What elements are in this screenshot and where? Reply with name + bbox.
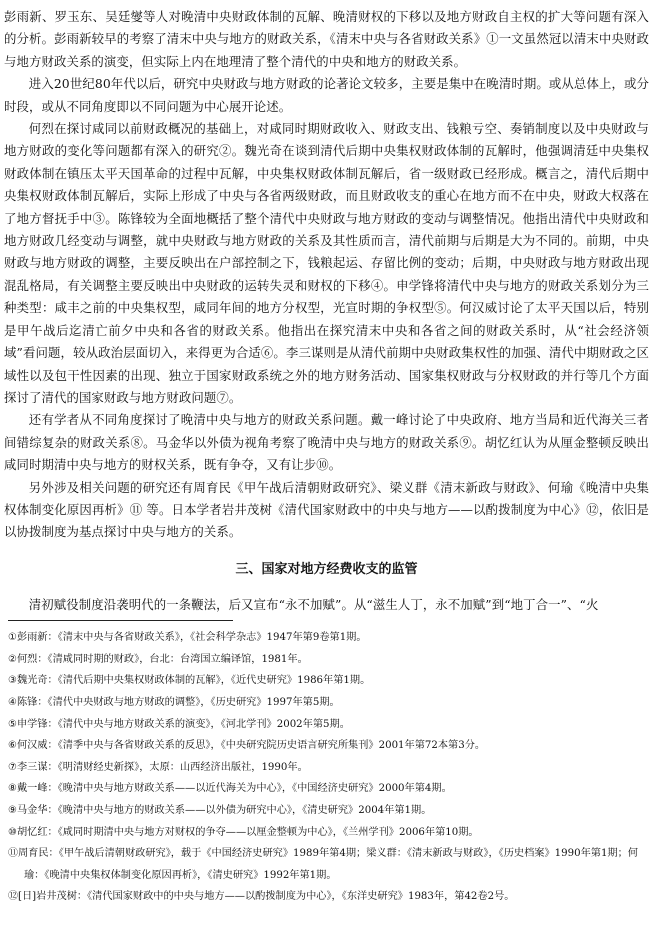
footnote-text: 魏光奇：《清代后期中央集权财政体制的瓦解》，《近代史研究》1986年第1期。 <box>16 675 371 687</box>
footnote-item <box>4 800 649 822</box>
footnote-text: 彭雨新：《清末中央与各省财政关系》，《社会科学杂志》1947年第9卷第1期。 <box>16 632 367 644</box>
footnote-marker: ⑩ <box>8 826 17 838</box>
section-body <box>4 594 649 616</box>
footnote-separator <box>8 620 233 621</box>
footnote-text: 李三谋：《明清财经史新探》，太原：山西经济出版社，1990年。 <box>16 761 308 773</box>
paragraph: 何烈在探讨咸同以前财政概况的基础上，对咸同时期财政收入、财政支出、钱粮亏空、奏销制度以及中央财政与地方财政的变化等问题都有深入的研究②。魏光奇在谈到清代后期中央集权财政体制的瓦解时，他强调清廷中央集权财政体制在镇压太平天国革命的过程中瓦解，中央集权财政体制瓦解后，省一级财政已经形成。概言之，清代后期中央集权财政体制瓦解后，实际上形成了中央与各省两级财政，而且财政收支的重心在地方而不在中央，财政大权落在了地方督抚手中③。陈锋较为全面地概括了整个清代中央财政与地方财政的变动与调整情况。他指出清代中央财政和地方财政几经变动与调整，就中央财政与地方财政的关系及其性质而言，清代前期与后期是大为不同的。前期，中央财政与地方财政的调整，主要反映出在户部控制之下，钱粮起运、存留比例的变动；后期，中央财政与地方财政出现混乱格局，有关调整主要反映出中央财政的运转失灵和财权的下移④。申学锋将清代中央与地方的财政关系划分为三种类型：咸丰之前的中央集权型，咸同年间的地方分权型，光宣时期的争权型⑤。何汉威讨论了太平天国以后，特别是甲午战后迄清亡前夕中央和各省的财政关系。他指出在探究清末中央和各省之间的财政关系时，从“社会经济领域”看问题，较从政治层面切入，来得更为合适⑥。李三谋则是从清代前期中央财政集权性的加强、清代中期财政之区域性以及包干性因素的出现、独立于国家财政系统之外的地方财务活动、国家集权财政与分权财政的并行等几个方面探讨了清代的国家财政与地方财政问题⑦。 <box>4 121 649 405</box>
footnote-text: 戴一峰：《晚清中央与地方财政关系——以近代海关为中心》，《中国经济史研究》2000年第4期。 <box>16 783 452 795</box>
footnote-text: [日]岩井茂树：《清代国家财政中的中央与地方——以酌拨制度为中心》，《东洋史研究》1983年，第42卷2号。 <box>18 891 515 903</box>
footnote-marker: ④ <box>8 696 17 708</box>
paragraph: 进入20世纪80年代以后，研究中央财政与地方财政的论著论文较多，主要是集中在晚清时期。或从总体上，或分时段，或从不同角度即以不同问题为中心展开论述。 <box>4 76 649 114</box>
footnote-item <box>4 714 649 736</box>
footnote-item <box>4 670 649 692</box>
footnote-item <box>4 757 649 779</box>
footnote-marker: ⑧ <box>8 783 17 795</box>
footnote-item <box>4 627 649 649</box>
paragraph-continuation: 彭雨新、罗玉东、吴廷燮等人对晚清中央财政体制的瓦解、晚清财权的下移以及地方财政自主权的扩大等问题有深入的分析。彭雨新较早的考察了清末中央与地方的财政关系，《清末中央与各省财政关系》①一文虽然冠以清末中央财政与地方财政关系的演变，但实际上内在地理清了整个清代的中央和地方的财政关系。 <box>4 9 649 69</box>
footnote-marker: ⑥ <box>8 740 17 752</box>
footnote-text: 胡忆红：《咸同时期清中央与地方对财权的争夺——以厘金整顿为中心》，《兰州学刊》2006年第10期。 <box>16 826 479 838</box>
footnote-item <box>4 886 649 908</box>
footnote-marker: ② <box>8 653 17 665</box>
footnote-text: 周育民：《甲午战后清朝财政研究》，载于《中国经济史研究》1989年第4期；梁义群：《清末新政与财政》，《历史档案》1990年第1期；何瑜：《晚清中央集权体制变化原因再析》，《清史研究》1992年第1期。 <box>18 848 638 881</box>
footnote-marker: ⑤ <box>8 718 17 730</box>
footnote-marker: ⑨ <box>8 804 17 816</box>
footnote-marker: ① <box>8 632 17 644</box>
paragraph: 还有学者从不同角度探讨了晚清中央与地方的财政关系问题。戴一峰讨论了中央政府、地方当局和近代海关三者间错综复杂的财政关系⑧。马金华以外债为视角考察了晚清中央与地方的财政关系⑨。胡忆红认为从厘金整顿反映出咸同时期清中央与地方的财权关系，既有争夺，又有让步⑩。 <box>4 412 649 473</box>
footnote-marker: ⑪ <box>8 848 18 860</box>
footnote-item <box>4 778 649 800</box>
section-heading: 三、国家对地方经费收支的监管 <box>235 561 418 577</box>
footnote-text: 何烈：《清咸同时期的财政》，台北：台湾国立编译馆，1981年。 <box>16 653 308 665</box>
footnote-item <box>4 843 649 886</box>
footnote-marker: ⑫ <box>8 891 18 903</box>
footnote-item <box>4 822 649 844</box>
footnote-text: 马金华：《晚清中央与地方的财政关系——以外债为研究中心》，《清史研究》2004年第1期。 <box>16 804 432 816</box>
footnote-text: 陈锋：《清代中央财政与地方财政的调整》，《历史研究》1997年第5期。 <box>16 696 340 708</box>
footnote-item <box>4 735 649 757</box>
footnote-text: 何汉威：《清季中央与各省财政关系的反思》，《中央研究院历史语言研究所集刊》2001年第72本第3分。 <box>16 740 486 752</box>
footnote-marker: ⑦ <box>8 761 17 773</box>
main-body <box>4 6 649 544</box>
paragraph: 另外涉及相关问题的研究还有周育民《甲午战后清朝财政研究》、梁义群《清末新政与财政》、何瑜《晚清中央集权体制变化原因再析》⑪ 等。日本学者岩井茂树《清代国家财政中的中央与地方——以酌拨制度为中心》⑫，依旧是以协拨制度为基点探讨中央与地方的关系。 <box>4 479 649 540</box>
section-intro-paragraph: 清初赋役制度沿袭明代的一条鞭法，后又宣布“永不加赋”。从“滋生人丁，永不加赋”到“地丁合一”、“火 <box>28 596 599 612</box>
footnote-item <box>4 649 649 671</box>
footnote-list <box>4 627 649 908</box>
footnote-text: 申学锋：《清代中央与地方财政关系的演变》，《河北学刊》2002年第5期。 <box>16 718 350 730</box>
footnote-item <box>4 692 649 714</box>
footnote-marker: ③ <box>8 675 17 687</box>
